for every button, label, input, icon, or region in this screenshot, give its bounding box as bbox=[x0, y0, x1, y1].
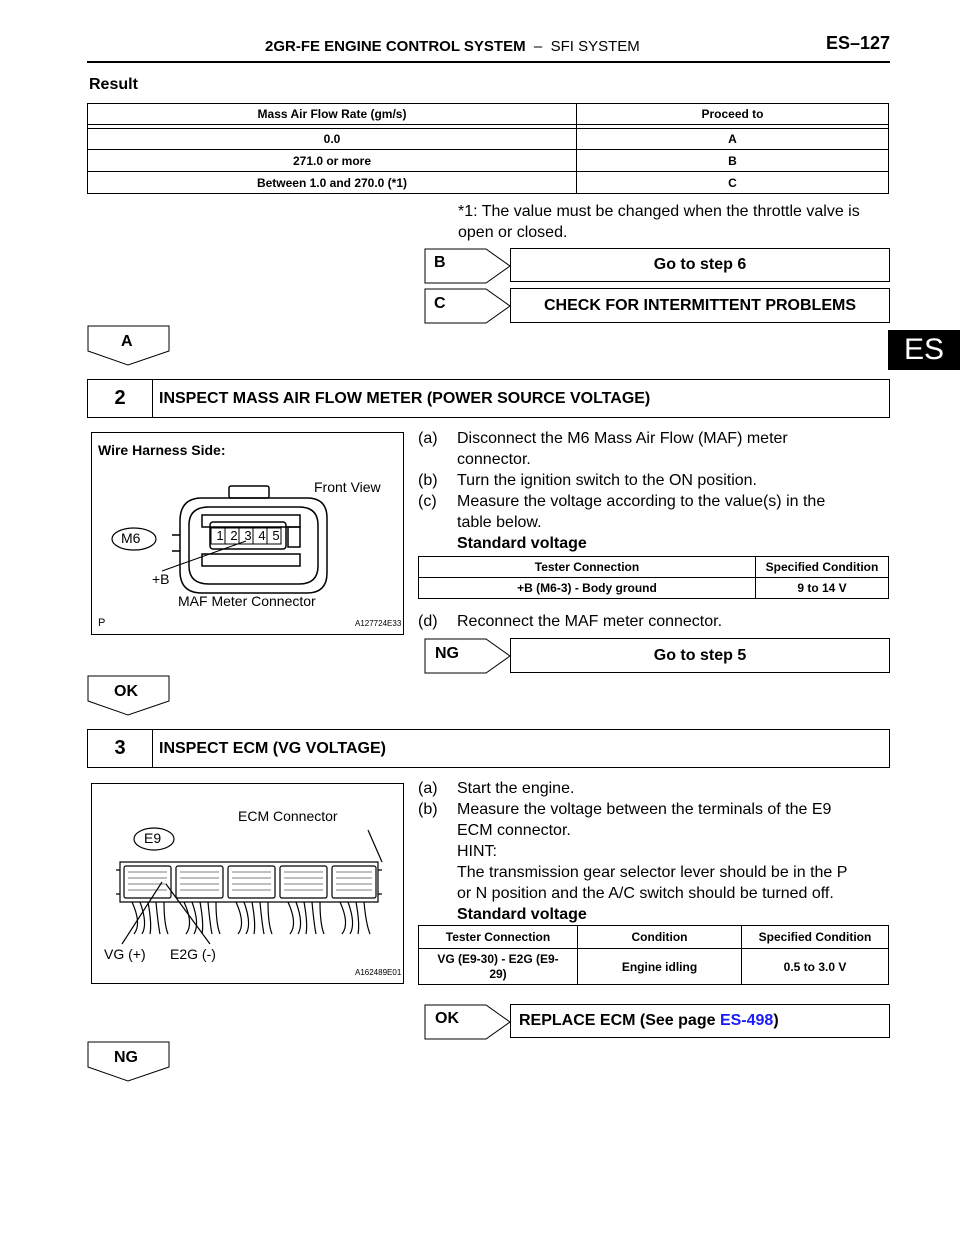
list-marker: (d) bbox=[418, 613, 438, 630]
pin-label: 3 bbox=[244, 528, 252, 543]
table-cell: 0.0 bbox=[88, 129, 577, 150]
connector-id-e9: E9 bbox=[144, 830, 162, 846]
branch-label-c: C bbox=[434, 295, 446, 312]
result-note bbox=[458, 201, 860, 243]
figure-code: A127724E33 bbox=[355, 619, 402, 628]
table-header-cell: Proceed to bbox=[577, 104, 889, 125]
hint-text: or N position and the A/C switch should be turned off. bbox=[457, 885, 834, 902]
instruction-text: ECM connector. bbox=[457, 822, 571, 839]
figure-caption: ECM Connector bbox=[238, 808, 338, 824]
table-header-cell: Specified Condition bbox=[756, 557, 889, 578]
table-cell: B bbox=[577, 150, 889, 172]
hint-text: The transmission gear selector lever should be in the P bbox=[457, 864, 848, 881]
step-title: INSPECT ECM (VG VOLTAGE) bbox=[159, 739, 386, 757]
note-line: *1: The value must be changed when the throttle valve is bbox=[458, 203, 860, 220]
step-2-reconnect bbox=[418, 611, 888, 635]
instruction-text: table below. bbox=[457, 514, 542, 531]
table-header-row bbox=[88, 104, 889, 125]
list-marker: (a) bbox=[418, 430, 438, 447]
table-cell: 9 to 14 V bbox=[756, 578, 889, 599]
instruction-text: Start the engine. bbox=[457, 780, 575, 797]
result-heading: Result bbox=[89, 76, 138, 93]
standard-voltage-label: Standard voltage bbox=[457, 906, 587, 923]
table-header-cell: Tester Connection bbox=[419, 926, 578, 949]
branch-label-b: B bbox=[434, 254, 446, 271]
cell-line: VG (E9-30) - E2G (E9- bbox=[437, 951, 559, 966]
instruction-text: Measure the voltage between the terminals of the E9 bbox=[457, 801, 832, 818]
list-marker: (b) bbox=[418, 472, 438, 489]
step-3-voltage-table bbox=[418, 925, 889, 985]
instruction-text: connector. bbox=[457, 451, 531, 468]
hint-label: HINT: bbox=[457, 843, 497, 860]
header-title-rest: – SFI SYSTEM bbox=[525, 38, 640, 55]
pin-label: 5 bbox=[272, 528, 280, 543]
table-cell bbox=[419, 949, 578, 985]
replace-ecm-text: REPLACE ECM (See page bbox=[519, 1012, 720, 1029]
go-to-step-5-box[interactable]: Go to step 5 bbox=[510, 638, 890, 673]
table-cell: Between 1.0 and 270.0 (*1) bbox=[88, 172, 577, 194]
step-3-instructions bbox=[418, 778, 888, 928]
go-to-step-6-box[interactable]: Go to step 6 bbox=[510, 248, 890, 282]
branch-label-ng: NG bbox=[435, 645, 459, 662]
branch-label-ok: OK bbox=[435, 1010, 459, 1027]
page-link-es-498[interactable]: ES-498 bbox=[719, 1012, 774, 1029]
branch-label-ok: OK bbox=[114, 683, 138, 700]
table-cell: Engine idling bbox=[578, 949, 742, 985]
header-rule bbox=[87, 61, 890, 63]
table-header-row bbox=[419, 557, 889, 578]
section-tab: ES bbox=[888, 330, 960, 370]
table-row bbox=[88, 150, 889, 172]
table-cell: C bbox=[577, 172, 889, 194]
table-cell: A bbox=[577, 129, 889, 150]
table-header-cell: Condition bbox=[578, 926, 742, 949]
connector-id-m6: M6 bbox=[121, 530, 141, 546]
instruction-text: Measure the voltage according to the value(s) in the bbox=[457, 493, 826, 510]
cell-line: 29) bbox=[489, 966, 507, 981]
step-2-header bbox=[87, 379, 890, 418]
table-header-cell: Specified Condition bbox=[742, 926, 889, 949]
table-row bbox=[88, 172, 889, 194]
pin-plus-b-label: +B bbox=[152, 571, 170, 587]
table-cell: 271.0 or more bbox=[88, 150, 577, 172]
step-title: INSPECT MASS AIR FLOW METER (POWER SOURCE VOLTAGE) bbox=[159, 389, 651, 407]
pin-label: 4 bbox=[258, 528, 266, 543]
table-row bbox=[88, 129, 889, 150]
table-cell: 0.5 to 3.0 V bbox=[742, 949, 889, 985]
figure-code: A162489E01 bbox=[355, 968, 402, 977]
figure-corner-mark: P bbox=[98, 617, 106, 629]
page-number: ES–127 bbox=[826, 33, 891, 53]
pin-label: 2 bbox=[230, 528, 238, 543]
table-header-row bbox=[419, 926, 889, 949]
step-2-instructions bbox=[418, 428, 888, 552]
e2g-terminal-label: E2G (-) bbox=[170, 946, 216, 962]
table-header-cell: Tester Connection bbox=[419, 557, 756, 578]
instruction-text: Turn the ignition switch to the ON position. bbox=[457, 472, 757, 489]
ecm-connector-figure bbox=[91, 783, 404, 984]
figure-title: Wire Harness Side: bbox=[98, 442, 226, 458]
step-number: 2 bbox=[88, 380, 153, 417]
pin-label: 1 bbox=[216, 528, 224, 543]
replace-ecm-box[interactable] bbox=[510, 1004, 890, 1038]
figure-caption: MAF Meter Connector bbox=[178, 593, 316, 609]
maf-connector-figure bbox=[91, 432, 404, 635]
result-table bbox=[87, 103, 889, 194]
list-marker: (c) bbox=[418, 493, 437, 510]
list-marker: (b) bbox=[418, 801, 438, 818]
step-2-voltage-table bbox=[418, 556, 889, 599]
table-cell: +B (M6-3) - Body ground bbox=[419, 578, 756, 599]
header-title-bold: 2GR-FE ENGINE CONTROL SYSTEM bbox=[265, 38, 526, 55]
vg-terminal-label: VG (+) bbox=[104, 946, 146, 962]
step-number: 3 bbox=[88, 730, 153, 767]
front-view-label: Front View bbox=[314, 479, 381, 495]
table-row bbox=[419, 949, 889, 985]
list-marker: (a) bbox=[418, 780, 438, 797]
standard-voltage-label: Standard voltage bbox=[457, 535, 587, 552]
branch-label-ng: NG bbox=[114, 1049, 138, 1066]
instruction-text: Disconnect the M6 Mass Air Flow (MAF) meter bbox=[457, 430, 788, 447]
replace-ecm-close: ) bbox=[773, 1012, 779, 1029]
step-3-header bbox=[87, 729, 890, 768]
running-header bbox=[265, 38, 640, 55]
table-row bbox=[419, 578, 889, 599]
branch-label-a: A bbox=[121, 333, 133, 350]
table-header-cell: Mass Air Flow Rate (gm/s) bbox=[88, 104, 577, 125]
instruction-text: Reconnect the MAF meter connector. bbox=[457, 613, 723, 630]
note-line: open or closed. bbox=[458, 224, 568, 241]
check-intermittent-problems-box[interactable]: CHECK FOR INTERMITTENT PROBLEMS bbox=[510, 288, 890, 323]
